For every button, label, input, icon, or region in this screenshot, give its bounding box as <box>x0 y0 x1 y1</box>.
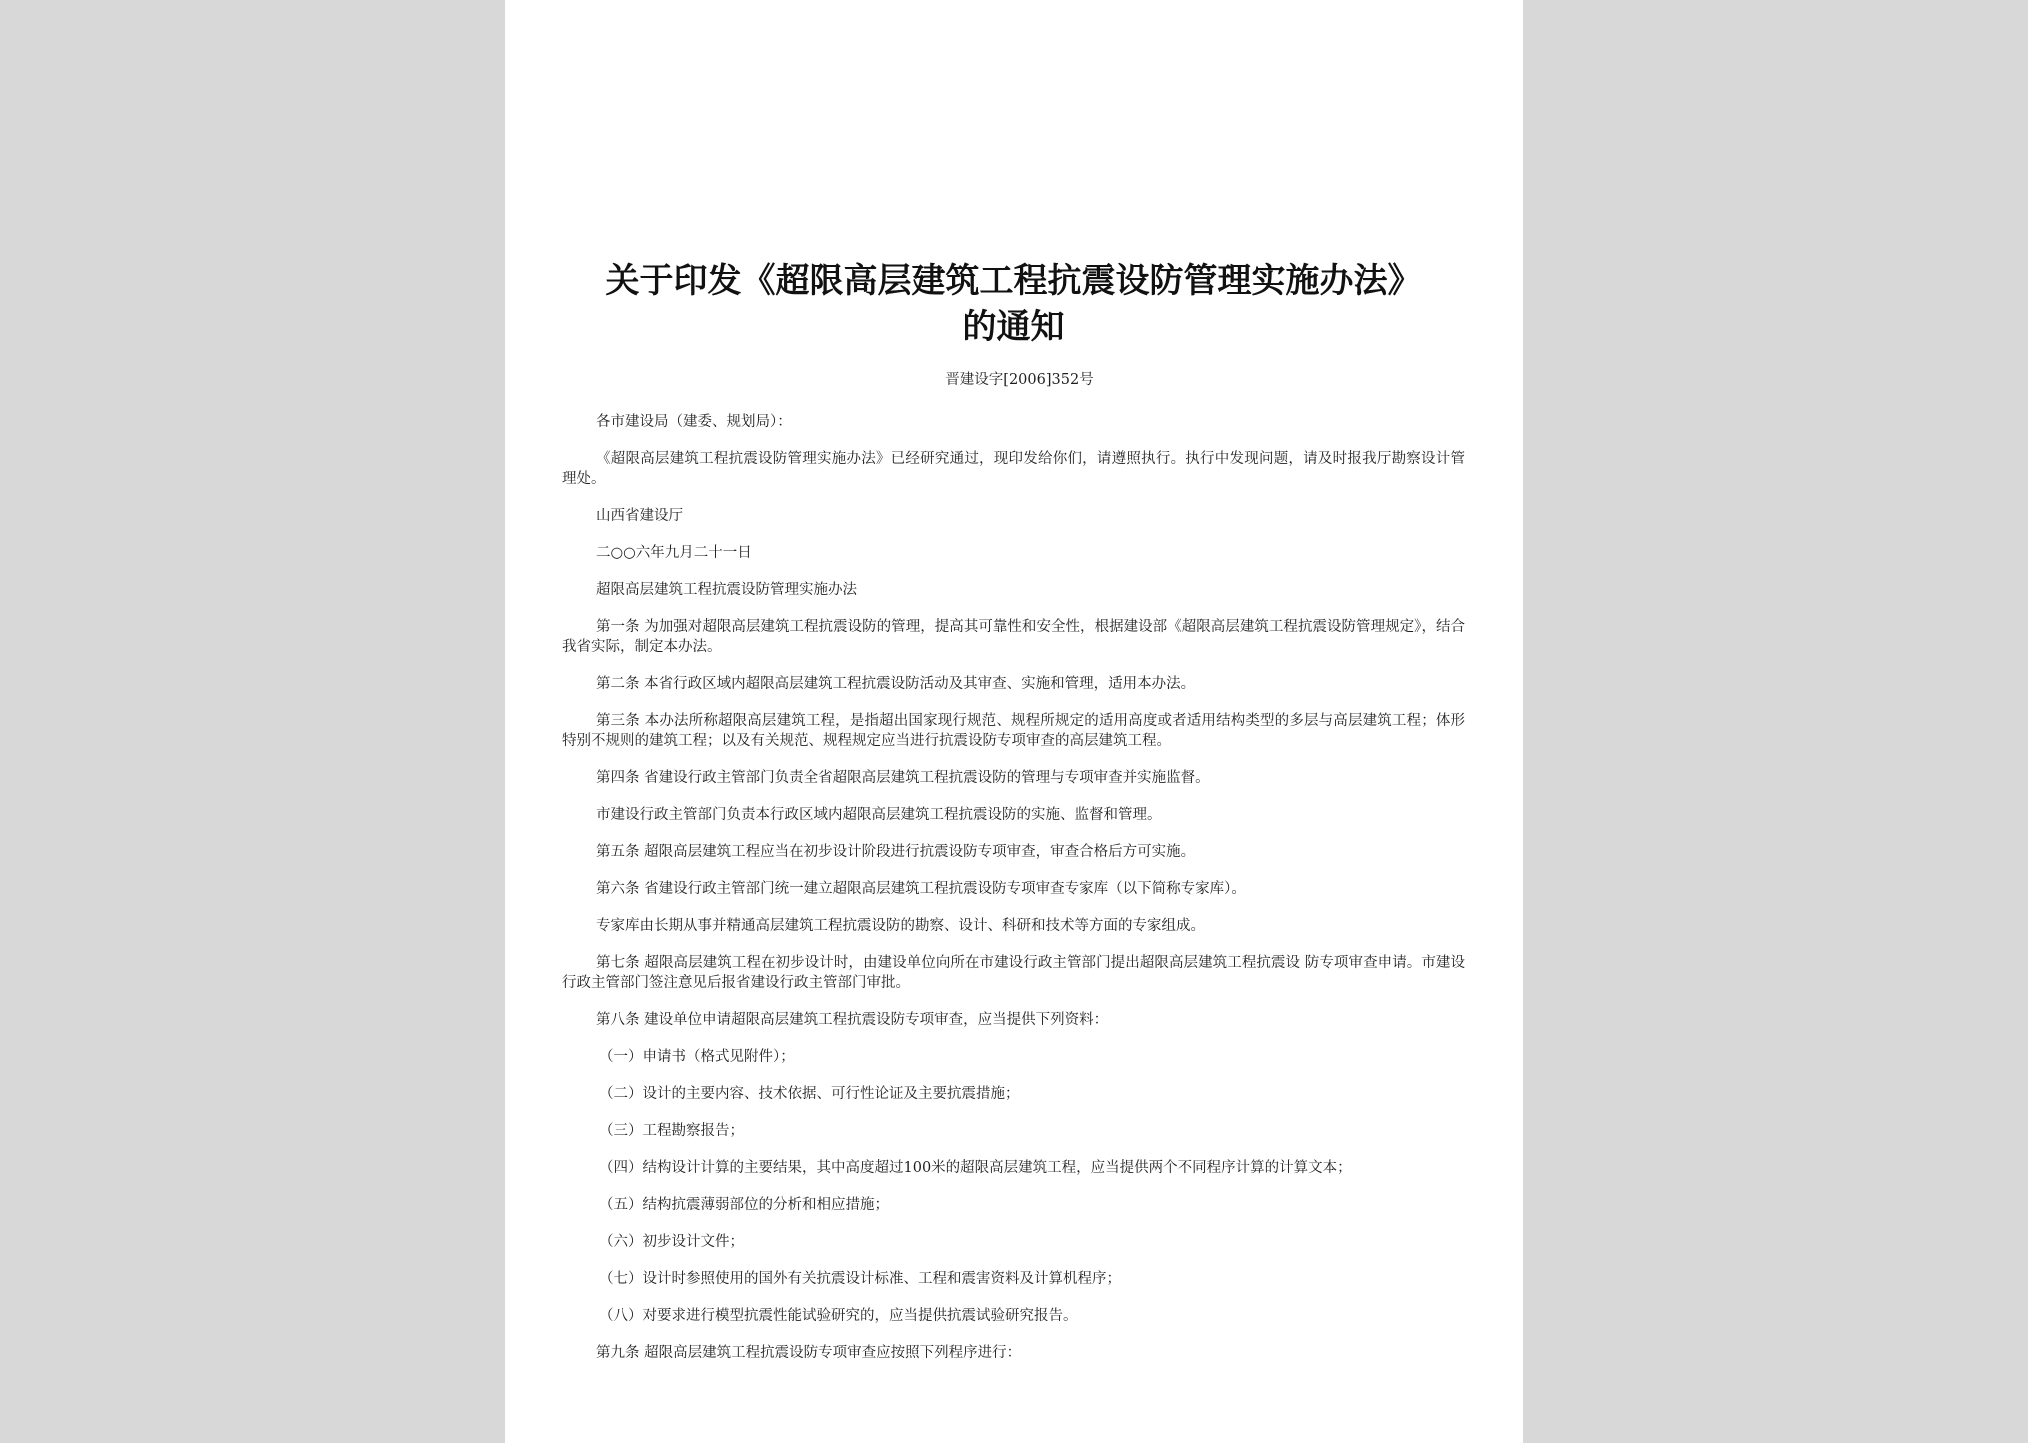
list-item: （六）初步设计文件； <box>599 1234 744 1250</box>
document-title <box>562 258 1465 350</box>
list-item: （三）工程勘察报告； <box>599 1123 744 1139</box>
article-2: 第二条 本省行政区域内超限高层建筑工程抗震设防活动及其审查、实施和管理，适用本办法。 <box>596 676 1196 692</box>
article-4-paragraph-2: 市建设行政主管部门负责本行政区域内超限高层建筑工程抗震设防的实施、监督和管理。 <box>596 807 1162 823</box>
article-8: 第八条 建设单位申请超限高层建筑工程抗震设防专项审查，应当提供下列资料： <box>596 1012 1109 1028</box>
article-4: 第四条 省建设行政主管部门负责全省超限高层建筑工程抗震设防的管理与专项审查并实施监督。 <box>596 770 1210 786</box>
article-7: 第七条 超限高层建筑工程在初步设计时，由建设单位向所在市建设行政主管部门提出超限高层建筑工程抗震设 防专项审查申请。市建设行政主管部门签注意见后报省建设行政主管部门审批。 <box>562 955 1465 991</box>
list-item: （五）结构抗震薄弱部位的分析和相应措施； <box>599 1197 889 1213</box>
intro-paragraph: 《超限高层建筑工程抗震设防管理实施办法》已经研究通过，现印发给你们，请遵照执行。执行中发现问题，请及时报我厅勘察设计管理处。 <box>562 451 1465 487</box>
article-6: 第六条 省建设行政主管部门统一建立超限高层建筑工程抗震设防专项审查专家库（以下简称专家库）。 <box>596 881 1246 897</box>
title-line-2: 的通知 <box>962 307 1065 347</box>
article-5: 第五条 超限高层建筑工程应当在初步设计阶段进行抗震设防专项审查，审查合格后方可实施。 <box>596 844 1196 860</box>
issue-date: 二○○六年九月二十一日 <box>596 545 752 561</box>
document-number: 晋建设字[2006]352号 <box>945 372 1094 388</box>
article-9: 第九条 超限高层建筑工程抗震设防专项审查应按照下列程序进行： <box>596 1345 1022 1361</box>
article-6-paragraph-2: 专家库由长期从事并精通高层建筑工程抗震设防的勘察、设计、科研和技术等方面的专家组成。 <box>596 918 1205 934</box>
article-3: 第三条 本办法所称超限高层建筑工程，是指超出国家现行规范、规程所规定的适用高度或者适用结构类型的多层与高层建筑工程；体形特别不规则的建筑工程；以及有关规范、规程规定应当进行抗震设防专项审查的高层建筑工程。 <box>562 713 1465 749</box>
list-item: （八）对要求进行模型抗震性能试验研究的，应当提供抗震试验研究报告。 <box>599 1308 1078 1324</box>
list-item: （一）申请书（格式见附件）； <box>599 1049 795 1065</box>
addressee: 各市建设局（建委、规划局）： <box>596 414 792 430</box>
document-page <box>505 0 1523 1443</box>
article-1: 第一条 为加强对超限高层建筑工程抗震设防的管理，提高其可靠性和安全性，根据建设部《超限高层建筑工程抗震设防管理规定》，结合我省实际，制定本办法。 <box>562 619 1465 655</box>
list-item: （四）结构设计计算的主要结果，其中高度超过100米的超限高层建筑工程，应当提供两个不同程序计算的计算文本； <box>599 1160 1352 1176</box>
measures-subtitle: 超限高层建筑工程抗震设防管理实施办法 <box>596 582 857 598</box>
list-item: （二）设计的主要内容、技术依据、可行性论证及主要抗震措施； <box>599 1086 1020 1102</box>
title-line-1: 关于印发《超限高层建筑工程抗震设防管理实施办法》 <box>605 261 1422 301</box>
list-item: （七）设计时参照使用的国外有关抗震设计标准、工程和震害资料及计算机程序； <box>599 1271 1121 1287</box>
issuer: 山西省建设厅 <box>596 508 683 524</box>
